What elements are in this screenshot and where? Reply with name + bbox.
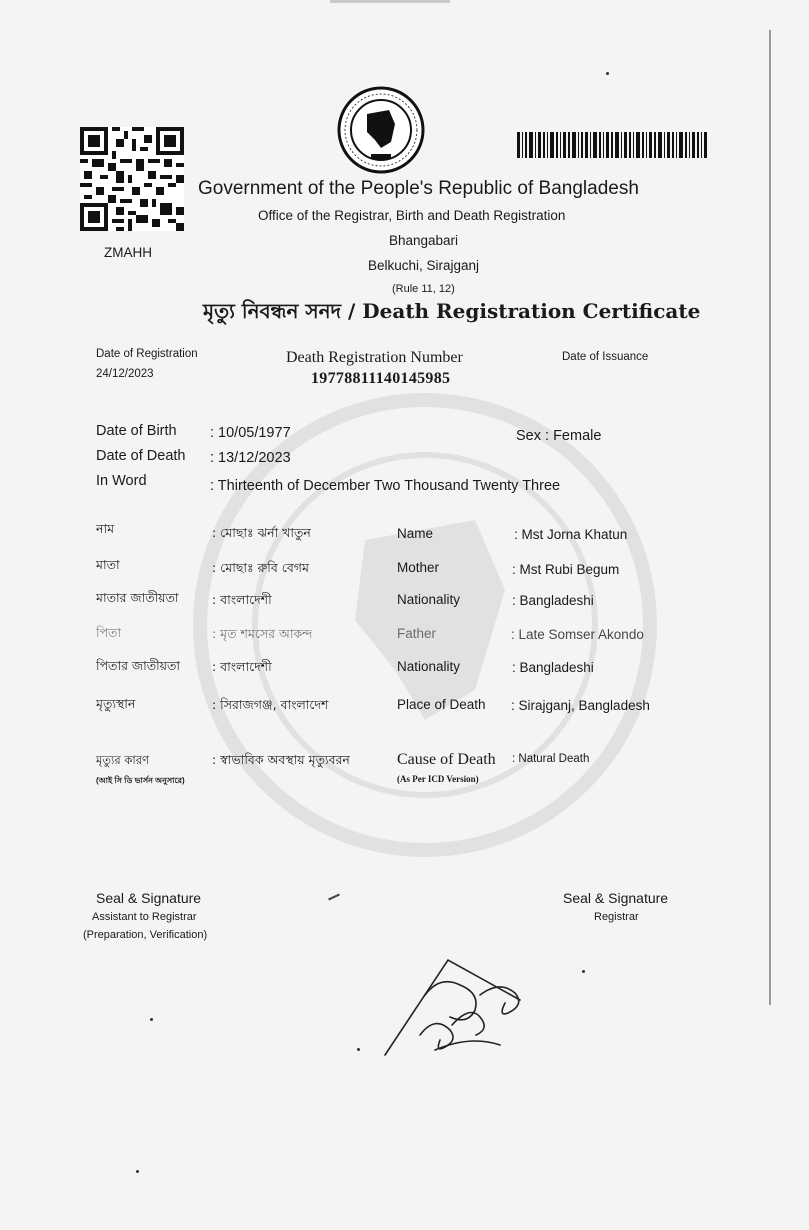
bn-mother-value: : মোছাঃ রুবি বেগম	[212, 560, 309, 575]
upazila-district: Belkuchi, Sirajganj	[368, 258, 480, 273]
mother-nationality-value: : Bangladeshi	[512, 593, 594, 608]
qr-code-icon	[80, 127, 184, 231]
bn-mother-nationality-value: : বাংলাদেশী	[212, 592, 272, 607]
name-label: Name	[397, 526, 434, 541]
bn-mother-nationality-label: মাতার জাতীয়তা	[96, 590, 179, 605]
scan-speck	[357, 1048, 360, 1051]
barcode-icon	[517, 132, 707, 158]
bn-place-of-death-value: : সিরাজগঞ্জ, বাংলাদেশ	[212, 697, 329, 712]
government-seal-icon	[337, 86, 425, 174]
left-seal-note: (Preparation, Verification)	[83, 929, 208, 941]
scan-speck	[150, 1018, 153, 1021]
scan-speck	[606, 72, 609, 75]
mother-nationality-label: Nationality	[397, 592, 461, 607]
date-of-issuance-label: Date of Issuance	[562, 351, 649, 363]
right-seal-title: Seal & Signature	[563, 890, 669, 906]
right-seal-role: Registrar	[594, 911, 639, 923]
date-of-registration-label: Date of Registration	[96, 348, 198, 360]
bn-name-label: নাম	[96, 521, 115, 536]
name-value: : Mst Jorna Khatun	[514, 527, 628, 542]
rule-reference: (Rule 11, 12)	[392, 283, 455, 295]
place-of-death-value: : Sirajganj, Bangladesh	[511, 698, 650, 713]
father-nationality-value: : Bangladeshi	[512, 660, 594, 675]
father-value: : Late Somser Akondo	[511, 627, 644, 642]
scan-smudge	[330, 0, 450, 3]
registration-number-value: 19778811140145985	[311, 370, 451, 387]
dob-value: : 10/05/1977	[210, 425, 291, 441]
dod-value: : 13/12/2023	[210, 450, 291, 466]
mother-value: : Mst Rubi Begum	[512, 562, 620, 577]
registrar-signature-icon	[380, 955, 540, 1075]
left-seal-title: Seal & Signature	[96, 890, 202, 906]
bn-place-of-death-label: মৃত্যুস্থান	[96, 696, 136, 711]
bn-father-nationality-label: পিতার জাতীয়তা	[96, 658, 181, 673]
father-nationality-label: Nationality	[397, 659, 461, 674]
bn-mother-label: মাতা	[96, 557, 120, 572]
qr-code-label: ZMAHH	[104, 245, 152, 260]
bn-cause-value: : স্বাভাবিক অবস্থায় মৃত্যুবরন	[212, 752, 350, 767]
union-name: Bhangabari	[389, 233, 459, 248]
office-title: Office of the Registrar, Birth and Death Registration	[258, 208, 566, 223]
scan-mark	[328, 894, 340, 901]
bn-cause-sub: (আই সি ডি ভার্সন অনুসারে)	[96, 776, 185, 785]
certificate-title: মৃত্যু নিবন্ধন সনদ / Death Registration Certificate	[203, 299, 701, 323]
dob-label: Date of Birth	[96, 423, 177, 439]
dod-label: Date of Death	[96, 448, 186, 464]
mother-label: Mother	[397, 560, 440, 575]
cause-of-death-value: : Natural Death	[512, 753, 590, 765]
in-word-value: : Thirteenth of December Two Thousand Twenty Three	[210, 478, 561, 494]
registration-number-label: Death Registration Number	[286, 349, 463, 366]
bn-cause-label: মৃত্যুর কারণ	[96, 753, 149, 767]
scan-speck	[136, 1170, 139, 1173]
sex-value: Sex : Female	[516, 428, 602, 444]
scan-speck	[582, 970, 585, 973]
father-label: Father	[397, 626, 437, 641]
place-of-death-label: Place of Death	[397, 697, 486, 712]
cause-of-death-sub: (As Per ICD Version)	[397, 774, 479, 784]
government-title: Government of the People's Republic of Bangladesh	[198, 178, 639, 199]
cause-of-death-label: Cause of Death	[397, 751, 496, 768]
bn-father-value: : মৃত শমসের আকন্দ	[212, 626, 313, 641]
left-seal-role: Assistant to Registrar	[92, 911, 197, 923]
page-fold-line	[769, 30, 771, 1005]
bn-father-label: পিতা	[96, 625, 122, 640]
date-of-registration-value: 24/12/2023	[96, 368, 154, 380]
in-word-label: In Word	[96, 473, 147, 489]
bn-name-value: : মোছাঃ ঝর্না খাতুন	[212, 525, 311, 540]
bn-father-nationality-value: : বাংলাদেশী	[212, 659, 272, 674]
